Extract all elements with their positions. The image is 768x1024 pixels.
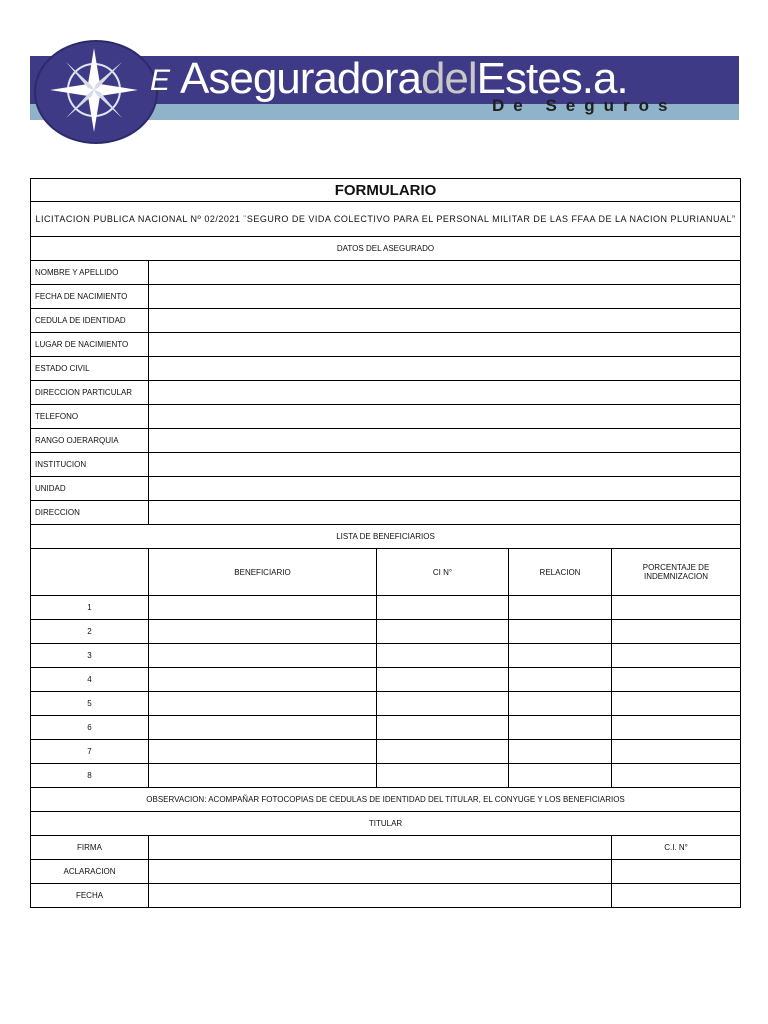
field-label: TELEFONO	[31, 405, 149, 429]
field-label: DIRECCION PARTICULAR	[31, 381, 149, 405]
holder-field-label: FECHA	[31, 884, 149, 908]
date-input[interactable]	[149, 884, 612, 908]
field-label: FECHA DE NACIMIENTO	[31, 285, 149, 309]
insured-section-heading: DATOS DEL ASEGURADO	[31, 237, 741, 261]
beneficiary-percentage-input[interactable]	[612, 716, 741, 740]
beneficiary-name-input[interactable]	[149, 692, 377, 716]
form-subtitle: LICITACION PUBLICA NACIONAL Nº 02/2021 ¨SEGURO DE VIDA COLECTIVO PARA EL PERSONAL MILITAR DE LAS FFAA DE LA NACION PLURIANUAL”	[31, 202, 741, 237]
beneficiary-row-number: 3	[31, 644, 149, 668]
field-input[interactable]	[149, 309, 741, 333]
beneficiary-percentage-input[interactable]	[612, 620, 741, 644]
field-label: UNIDAD	[31, 477, 149, 501]
beneficiary-name-input[interactable]	[149, 740, 377, 764]
beneficiary-percentage-input[interactable]	[612, 692, 741, 716]
signature-input[interactable]	[149, 836, 612, 860]
field-input[interactable]	[149, 405, 741, 429]
beneficiary-row-number: 8	[31, 764, 149, 788]
form-title: FORMULARIO	[31, 179, 741, 202]
beneficiary-relation-input[interactable]	[509, 596, 612, 620]
beneficiary-ci-input[interactable]	[377, 740, 509, 764]
field-input[interactable]	[149, 357, 741, 381]
holder-extra-input[interactable]	[612, 884, 741, 908]
insurance-form	[30, 178, 741, 908]
beneficiary-percentage-input[interactable]	[612, 644, 741, 668]
field-label: DIRECCION	[31, 501, 149, 525]
field-label: CEDULA DE IDENTIDAD	[31, 309, 149, 333]
clarification-input[interactable]	[149, 860, 612, 884]
brand-name-part3: Estes.a.	[476, 54, 628, 103]
field-input[interactable]	[149, 453, 741, 477]
beneficiary-relation-input[interactable]	[509, 644, 612, 668]
field-label: RANGO OJERARQUIA	[31, 429, 149, 453]
beneficiary-name-input[interactable]	[149, 764, 377, 788]
beneficiary-relation-input[interactable]	[509, 716, 612, 740]
beneficiary-percentage-input[interactable]	[612, 668, 741, 692]
beneficiary-name-input[interactable]	[149, 644, 377, 668]
beneficiary-row-number: 6	[31, 716, 149, 740]
field-input[interactable]	[149, 261, 741, 285]
column-header-blank	[31, 549, 149, 596]
brand-name-part2: del	[420, 54, 477, 103]
field-input[interactable]	[149, 285, 741, 309]
beneficiary-percentage-input[interactable]	[612, 740, 741, 764]
field-input[interactable]	[149, 333, 741, 357]
column-header: BENEFICIARIO	[149, 549, 377, 596]
beneficiary-relation-input[interactable]	[509, 764, 612, 788]
beneficiary-ci-input[interactable]	[377, 668, 509, 692]
column-header: CI N°	[377, 549, 509, 596]
beneficiaries-section-heading: LISTA DE BENEFICIARIOS	[31, 525, 741, 549]
field-label: ESTADO CIVIL	[31, 357, 149, 381]
beneficiary-ci-input[interactable]	[377, 716, 509, 740]
holder-field-label: FIRMA	[31, 836, 149, 860]
beneficiary-row-number: 7	[31, 740, 149, 764]
observation-note: OBSERVACION: ACOMPAÑAR FOTOCOPIAS DE CEDULAS DE IDENTIDAD DEL TITULAR, EL CONYUGE Y LOS BENEFICIARIOS	[31, 788, 741, 812]
brand-name-part1: Aseguradora	[180, 54, 421, 103]
beneficiary-ci-input[interactable]	[377, 644, 509, 668]
field-input[interactable]	[149, 477, 741, 501]
beneficiary-percentage-input[interactable]	[612, 596, 741, 620]
field-label: INSTITUCION	[31, 453, 149, 477]
field-input[interactable]	[149, 429, 741, 453]
beneficiary-relation-input[interactable]	[509, 740, 612, 764]
brand-tagline: De Seguros	[492, 96, 677, 115]
beneficiary-row-number: 1	[31, 596, 149, 620]
beneficiary-ci-input[interactable]	[377, 764, 509, 788]
beneficiary-ci-input[interactable]	[377, 692, 509, 716]
column-header: PORCENTAJE DE INDEMNIZACION	[612, 549, 741, 596]
field-label: LUGAR DE NACIMIENTO	[31, 333, 149, 357]
logo-initial: E	[150, 64, 171, 97]
beneficiary-ci-input[interactable]	[377, 620, 509, 644]
beneficiary-relation-input[interactable]	[509, 620, 612, 644]
beneficiary-name-input[interactable]	[149, 620, 377, 644]
holder-ci-label: C.I. N°	[612, 836, 741, 860]
holder-section-heading: TITULAR	[31, 812, 741, 836]
column-header: RELACION	[509, 549, 612, 596]
beneficiary-relation-input[interactable]	[509, 668, 612, 692]
holder-ci-input[interactable]	[612, 860, 741, 884]
beneficiary-name-input[interactable]	[149, 716, 377, 740]
beneficiary-name-input[interactable]	[149, 668, 377, 692]
beneficiary-row-number: 4	[31, 668, 149, 692]
field-input[interactable]	[149, 381, 741, 405]
beneficiary-name-input[interactable]	[149, 596, 377, 620]
beneficiary-row-number: 2	[31, 620, 149, 644]
compass-star-icon	[42, 44, 152, 136]
beneficiary-percentage-input[interactable]	[612, 764, 741, 788]
beneficiary-relation-input[interactable]	[509, 692, 612, 716]
holder-field-label: ACLARACION	[31, 860, 149, 884]
field-input[interactable]	[149, 501, 741, 525]
beneficiary-ci-input[interactable]	[377, 596, 509, 620]
field-label: NOMBRE Y APELLIDO	[31, 261, 149, 285]
beneficiary-row-number: 5	[31, 692, 149, 716]
